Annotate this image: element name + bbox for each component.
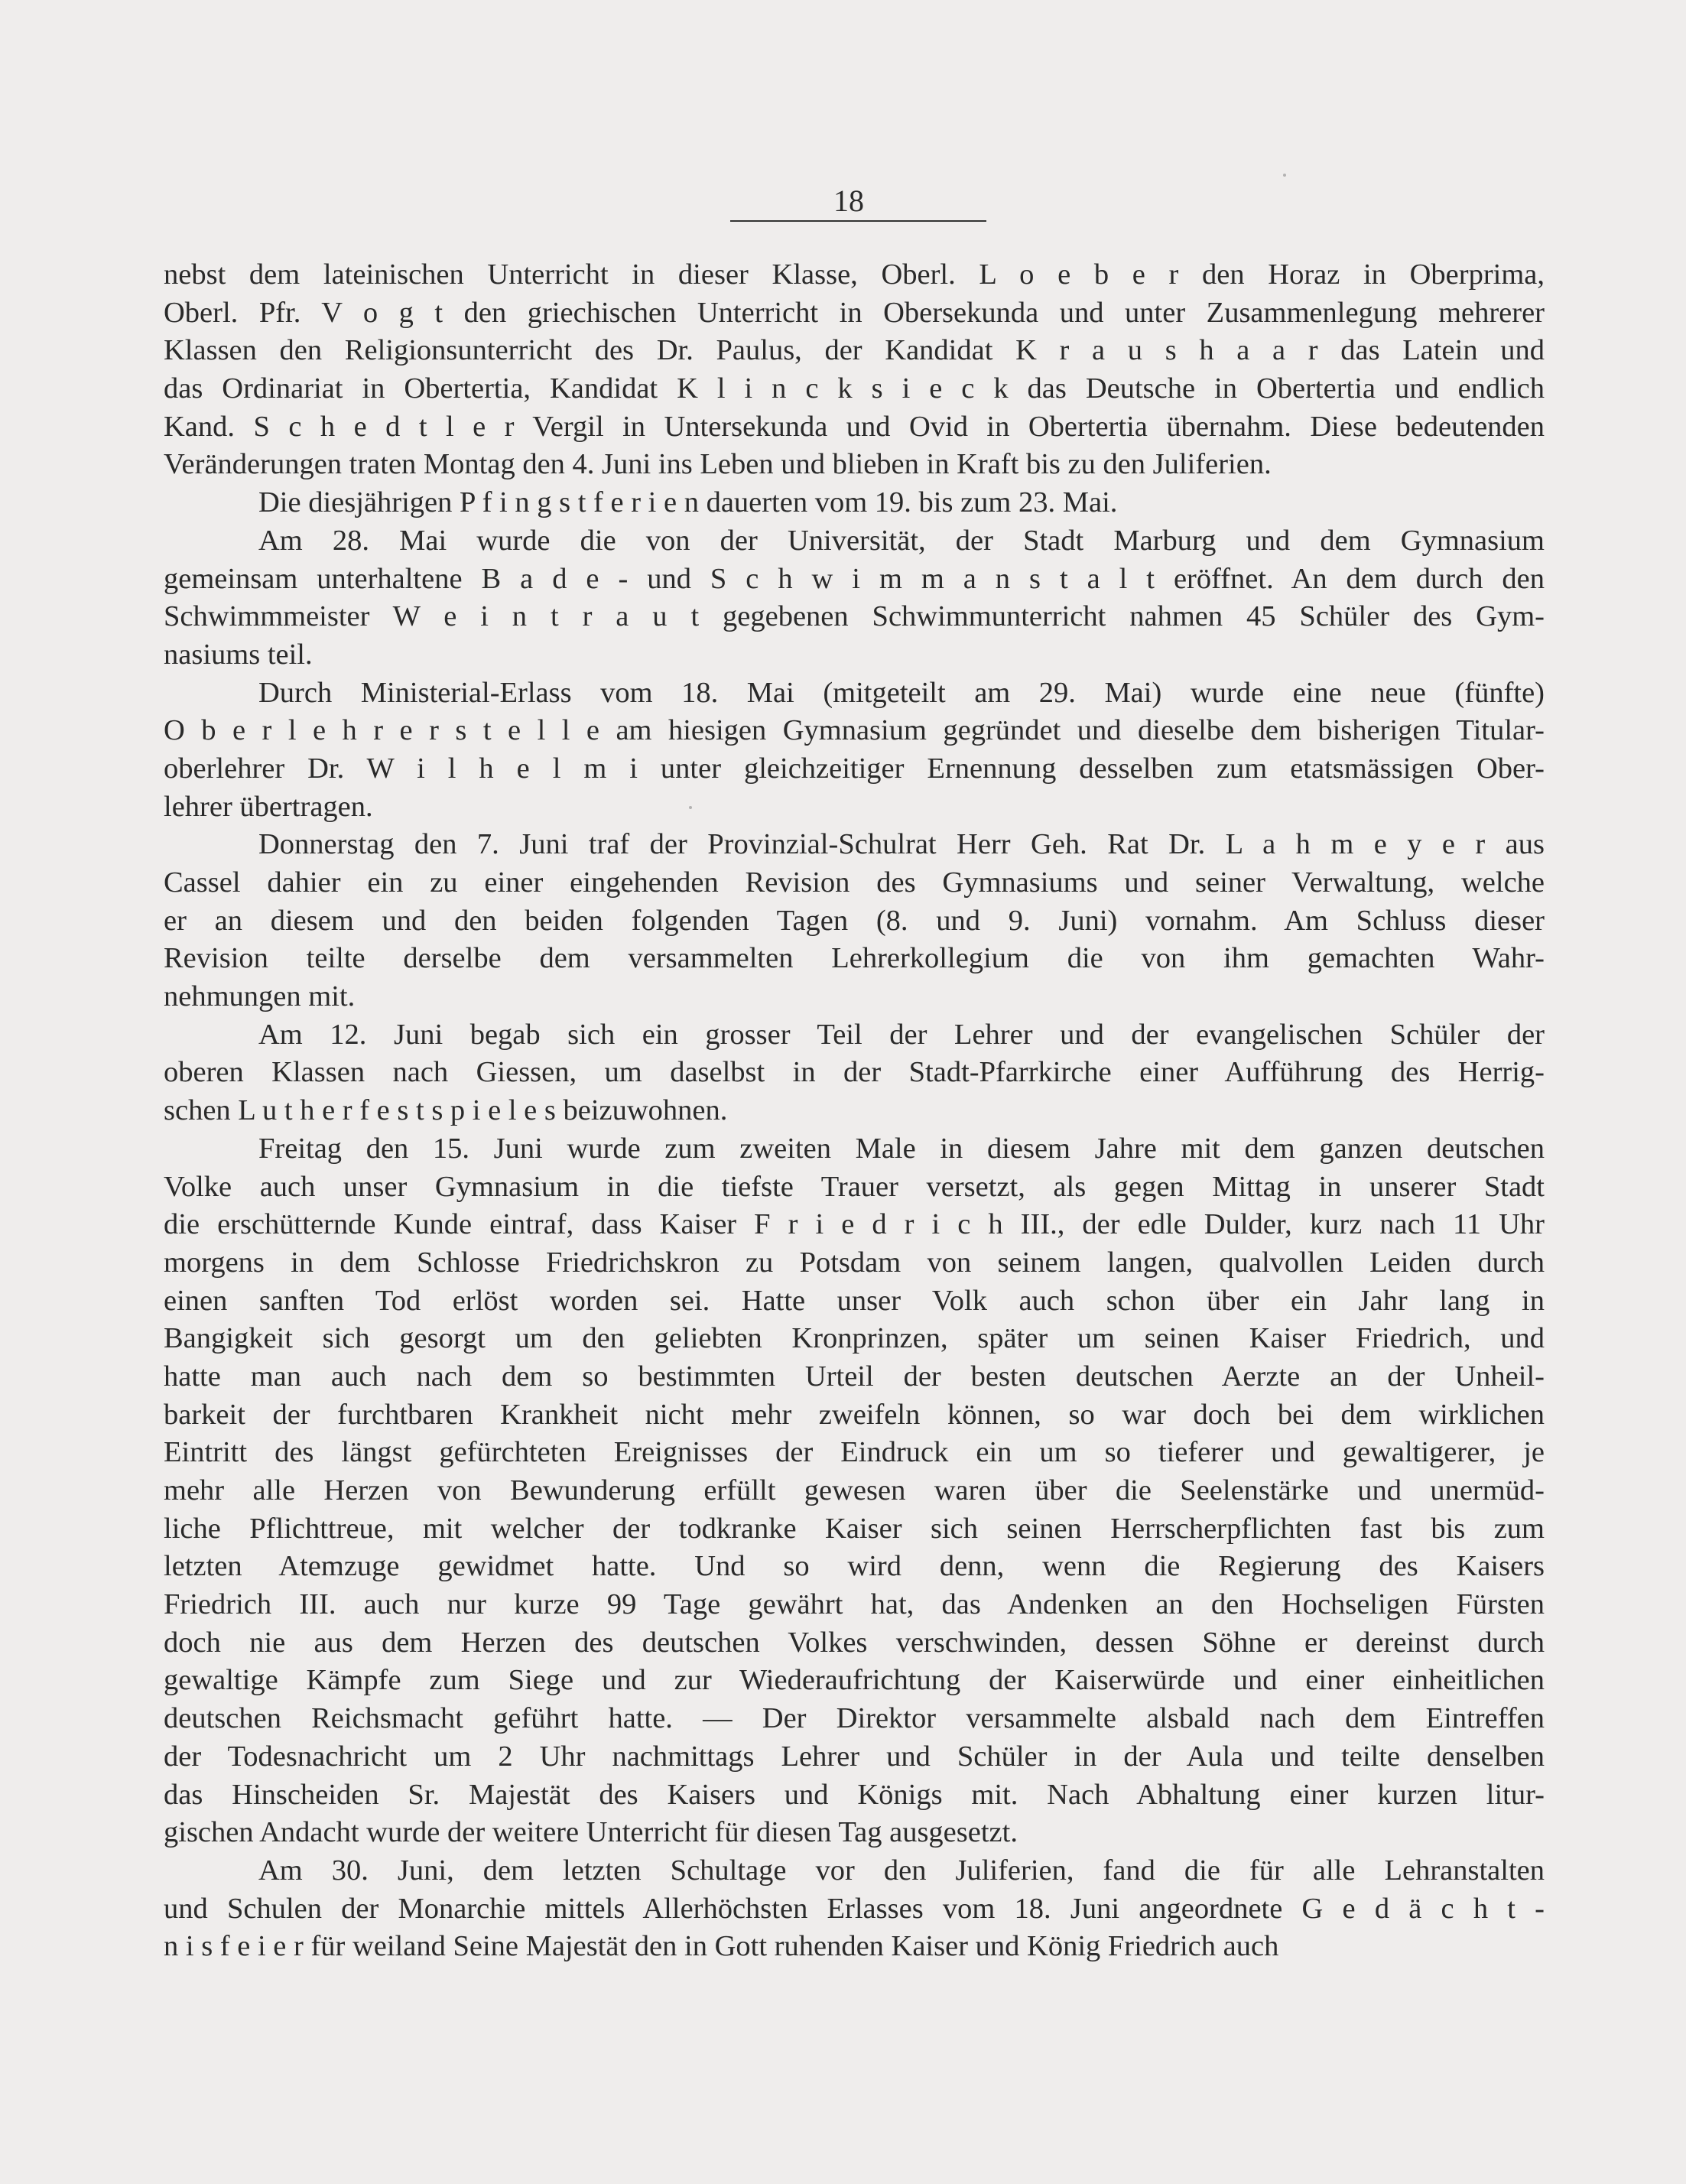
text-line: letzten Atemzuge gewidmet hatte. Und so wird denn, wenn die Regierung des Kaisers (164, 1550, 1545, 1583)
text-line: morgens in dem Schlosse Friedrichskron zu Potsdam von seinem langen, qualvollen Leiden durch (164, 1246, 1545, 1279)
text-line: lehrer übertragen. (164, 790, 373, 823)
text-line: oberlehrer Dr. W i l h e l m i unter gleichzeitiger Ernennung desselben zum etatsmässigen Ober- (164, 752, 1545, 785)
page-text (164, 256, 1545, 1966)
text-line: oberen Klassen nach Giessen, um daselbst in der Stadt-Pfarrkirche einer Aufführung des Herrig- (164, 1056, 1545, 1089)
text-line: liche Pflichttreue, mit welcher der todkranke Kaiser sich seinen Herrscherpflichten fast bis zum (164, 1512, 1545, 1545)
text-line: gischen Andacht wurde der weitere Unterricht für diesen Tag ausgesetzt. (164, 1816, 1018, 1849)
text-line: Oberl. Pfr. V o g t den griechischen Unterricht in Obersekunda und unter Zusammenlegung mehrerer (164, 296, 1545, 329)
text-line: barkeit der furchtbaren Krankheit nicht mehr zweifeln können, so war doch bei dem wirklichen (164, 1398, 1545, 1431)
text-line: Klassen den Religionsunterricht des Dr. Paulus, der Kandidat K r a u s h a a r das Latein und (164, 334, 1545, 367)
text-line: nasiums teil. (164, 638, 313, 671)
text-line: nehmungen mit. (164, 980, 356, 1013)
text-line: einen sanften Tod erlöst worden sei. Hatte unser Volk auch schon über ein Jahr lang in (164, 1284, 1545, 1317)
text-line: nebst dem lateinischen Unterricht in dieser Klasse, Oberl. L o e b e r den Horaz in Oberprima, (164, 258, 1545, 291)
header-rule (730, 220, 986, 222)
paragraph (164, 1852, 1545, 1966)
text-line: Am 12. Juni begab sich ein grosser Teil der Lehrer und der evangelischen Schüler der (258, 1018, 1545, 1051)
page-number: 18 (833, 184, 864, 218)
paragraph (164, 484, 1545, 522)
text-line: Am 30. Juni, dem letzten Schultage vor den Juliferien, fand die für alle Lehranstalten (258, 1854, 1545, 1887)
text-line: Eintritt des längst gefürchteten Ereignisses der Eindruck ein um so tieferer und gewaltigerer, je (164, 1436, 1545, 1469)
text-line: Volke auch unser Gymnasium in die tiefste Trauer versetzt, als gegen Mittag in unserer Stadt (164, 1170, 1545, 1203)
paragraph (164, 1130, 1545, 1852)
text-line: er an diesem und den beiden folgenden Tagen (8. und 9. Juni) vornahm. Am Schluss dieser (164, 904, 1545, 937)
text-line: n i s f e i e r für weiland Seine Majestät den in Gott ruhenden Kaiser und König Friedrich auch (164, 1930, 1279, 1963)
text-line: Revision teilte derselbe dem versammelten Lehrerkollegium die von ihm gemachten Wahr- (164, 942, 1545, 975)
text-line: deutschen Reichsmacht geführt hatte. — Der Direktor versammelte alsbald nach dem Eintreffen (164, 1702, 1545, 1735)
text-line: Am 28. Mai wurde die von der Universität, der Stadt Marburg und dem Gymnasium (258, 524, 1545, 557)
text-line: gemeinsam unterhaltene B a d e - und S c h w i m m a n s t a l t eröffnet. An dem durch den (164, 562, 1545, 595)
paragraph (164, 1016, 1545, 1130)
text-line: und Schulen der Monarchie mittels Allerhöchsten Erlasses vom 18. Juni angeordnete G e d ä c h t - (164, 1892, 1545, 1925)
paragraph (164, 256, 1545, 484)
text-line: O b e r l e h r e r s t e l l e am hiesigen Gymnasium gegründet und dieselbe dem bisherigen Titular- (164, 714, 1545, 747)
text-line: Friedrich III. auch nur kurze 99 Tage gewährt hat, das Andenken an den Hochseligen Fürsten (164, 1588, 1545, 1621)
text-line: Die diesjährigen P f i n g s t f e r i e n dauerten vom 19. bis zum 23. Mai. (258, 486, 1118, 519)
text-line: die erschütternde Kunde eintraf, dass Kaiser F r i e d r i c h III., der edle Dulder, kurz nach 11 Uhr (164, 1208, 1545, 1241)
text-line: Cassel dahier ein zu einer eingehenden Revision des Gymnasiums und seiner Verwaltung, welche (164, 866, 1545, 899)
text-line: das Ordinariat in Obertertia, Kandidat K l i n c k s i e c k das Deutsche in Obertertia und endlich (164, 372, 1545, 405)
text-line: schen L u t h e r f e s t s p i e l e s beizuwohnen. (164, 1094, 728, 1127)
text-line: der Todesnachricht um 2 Uhr nachmittags Lehrer und Schüler in der Aula und teilte denselben (164, 1740, 1545, 1773)
text-line: das Hinscheiden Sr. Majestät des Kaisers und Königs mit. Nach Abhaltung einer kurzen litur- (164, 1778, 1545, 1811)
text-line: Veränderungen traten Montag den 4. Juni ins Leben und blieben in Kraft bis zu den Juliferien. (164, 448, 1272, 481)
text-line: Durch Ministerial-Erlass vom 18. Mai (mitgeteilt am 29. Mai) wurde eine neue (fünfte) (258, 676, 1545, 709)
paper-speck (1283, 174, 1286, 177)
text-line: gewaltige Kämpfe zum Siege und zur Wiederaufrichtung der Kaiserwürde und einer einheitlichen (164, 1664, 1545, 1697)
text-line: Donnerstag den 7. Juni traf der Provinzial-Schulrat Herr Geh. Rat Dr. L a h m e y e r aus (258, 828, 1545, 861)
text-line: Schwimmmeister W e i n t r a u t gegebenen Schwimmunterricht nahmen 45 Schüler des Gym- (164, 600, 1545, 633)
text-line: Kand. S c h e d t l e r Vergil in Untersekunda und Ovid in Obertertia übernahm. Diese bedeutenden (164, 410, 1545, 443)
text-line: hatte man auch nach dem so bestimmten Urteil der besten deutschen Aerzte an der Unheil- (164, 1360, 1545, 1393)
text-line: Freitag den 15. Juni wurde zum zweiten Male in diesem Jahre mit dem ganzen deutschen (258, 1132, 1545, 1165)
paragraph (164, 674, 1545, 827)
paragraph (164, 522, 1545, 674)
text-line: Bangigkeit sich gesorgt um den geliebten Kronprinzen, später um seinen Kaiser Friedrich, und (164, 1322, 1545, 1355)
paragraph (164, 826, 1545, 1016)
paper-speck (689, 806, 692, 809)
text-line: doch nie aus dem Herzen des deutschen Volkes verschwinden, dessen Söhne er dereinst durch (164, 1626, 1545, 1659)
text-line: mehr alle Herzen von Bewunderung erfüllt gewesen waren über die Seelenstärke und unermüd- (164, 1474, 1545, 1506)
